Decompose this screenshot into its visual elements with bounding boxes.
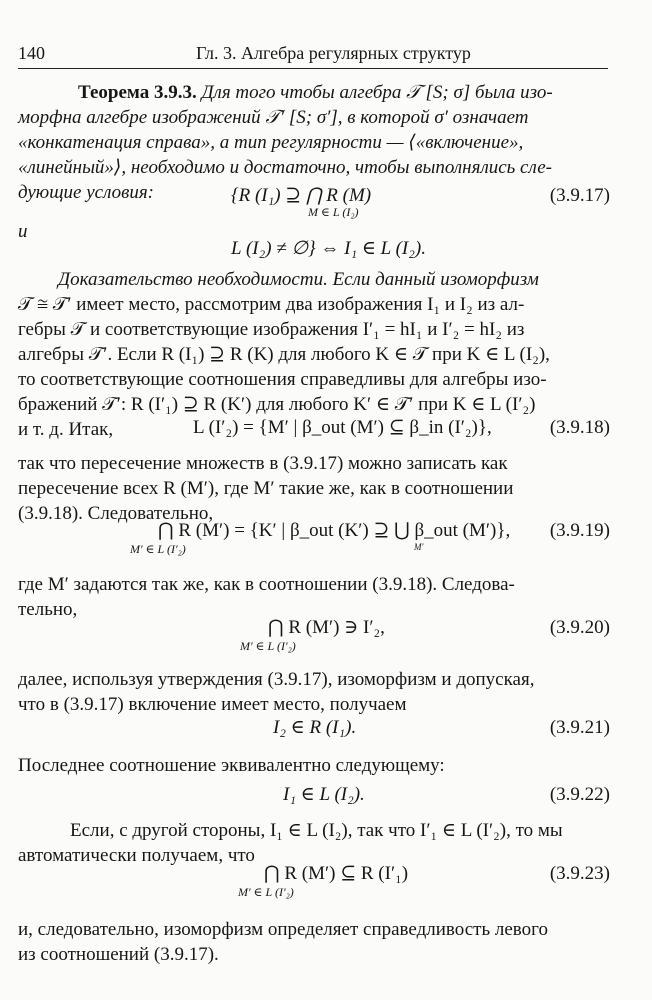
proof-line-5: то соответствующие соотношения справедливы для алгебры изо- (18, 369, 547, 390)
paragraph-line-1: так что пересечение множеств в (3.9.17) можно записать как (18, 453, 508, 474)
paragraph-line-1: далее, используя утверждения (3.9.17), изоморфизм и допуская, (18, 669, 535, 690)
proof-line-7: и т. д. Итак, (18, 419, 114, 440)
equation-number: (3.9.21) (549, 717, 610, 738)
equation-formula: L (I′₂) = {M′ | β_out (M′) ⊆ β_in (I′₂)}, (193, 417, 492, 438)
equation-subscript: M ∈ L (I₂) (308, 205, 359, 219)
theorem-line-1: Для того чтобы алгебра 𝒯 [S; σ] была изо- (201, 82, 553, 103)
running-header (18, 42, 608, 69)
equation-subscript: M′ ∈ L (I′₂) (130, 542, 186, 556)
equation-number: (3.9.23) (549, 863, 610, 884)
theorem-label: Теорема 3.9.3. (78, 82, 197, 103)
equation-subscript: M′ ∈ L (I′₂) (238, 885, 294, 899)
equation-subscript: M′ ∈ L (I′₂) (240, 639, 296, 653)
paragraph-last-relation (18, 753, 610, 778)
proof-line-2: 𝒯 ≅ 𝒯′ имеет место, рассмотрим два изображения I₁ и I₂ из ал- (18, 294, 525, 315)
proof-line-4: алгебры 𝒯′. Если R (I₁) ⊇ R (K) для любого K ∈ 𝒯 при K ∈ L (I₂), (18, 344, 550, 365)
proof-line-1: Доказательство необходимости. Если данный изоморфизм (58, 269, 539, 290)
running-title: Гл. 3. Алгебра регулярных структур (196, 43, 471, 63)
theorem-line-5: дующие условия: (18, 182, 155, 203)
proof-line-3: гебры 𝒯 и соответствующие изображения I′₁ = hI₁ и I′₂ = hI₂ из (18, 319, 525, 340)
paragraph-line-3: (3.9.18). Следовательно, (18, 503, 214, 524)
equation-3-9-18 (18, 415, 610, 443)
equation-formula: ⋂ R (M′) ∋ I′₂, (268, 617, 385, 638)
equation-3-9-17-second (18, 236, 610, 264)
page-number: 140 (18, 43, 45, 63)
paragraph-line-1: Последнее соотношение эквивалентно следующему: (18, 755, 445, 776)
theorem-line-3: «конкатенация справа», а тип регулярности — ⟨«включение», (18, 132, 524, 153)
connector-and: и (18, 221, 28, 242)
equation-formula: {R (I₁) ⊇ ⋂ R (M) (231, 185, 372, 206)
equation-3-9-20 (18, 615, 610, 659)
equation-formula: I₁ ∈ L (I₂). (283, 784, 365, 805)
equation-formula: L (I₂) ≠ ∅} ⇔ I₁ ∈ L (I₂). (231, 238, 426, 259)
paragraph-intersection (18, 451, 610, 526)
proof-line-6: бражений 𝒯′: R (I′₁) ⊇ R (K′) для любого K′ ∈ 𝒯′ при K ∈ L (I′₂) (18, 394, 536, 415)
equation-subscript-union: M′ (414, 542, 424, 552)
equation-number: (3.9.22) (549, 784, 610, 805)
paragraph-line-1: и, следовательно, изоморфизм определяет справедливость левого (18, 919, 548, 940)
paragraph-line-1: Если, с другой стороны, I₁ ∈ L (I₂), так что I′₁ ∈ L (I′₂), то мы (70, 820, 563, 841)
paragraph-line-2: тельно, (18, 599, 78, 620)
paragraph-conclusion (18, 917, 610, 967)
equation-3-9-19 (18, 518, 610, 562)
theorem-line-2: морфна алгебре изображений 𝒯′ [S; σ′], в которой σ′ означает (18, 107, 529, 128)
equation-3-9-22 (18, 782, 610, 810)
theorem-line-4: «линейный»⟩, необходимо и достаточно, чтобы выполнялись сле- (18, 157, 553, 178)
paragraph-line-2: автоматически получаем, что (18, 845, 255, 866)
equation-3-9-23 (18, 861, 610, 905)
equation-formula: ⋂ R (M′) = {K′ | β_out (K′) ⊇ ⋃ β_out (M′)}, (158, 520, 511, 541)
equation-formula: I₂ ∈ R (I₁). (273, 717, 357, 738)
equation-number: (3.9.17) (549, 185, 610, 206)
equation-3-9-17 (18, 183, 610, 219)
equation-3-9-21 (18, 715, 610, 743)
paragraph-line-2: что в (3.9.17) включение имеет место, получаем (18, 694, 407, 715)
paragraph-line-1: где M′ задаются так же, как в соотношении (3.9.18). Следова- (18, 574, 515, 595)
paragraph-line-2: из соотношений (3.9.17). (18, 944, 219, 965)
equation-number: (3.9.19) (549, 520, 610, 541)
equation-number: (3.9.20) (549, 617, 610, 638)
equation-number: (3.9.18) (549, 417, 610, 438)
equation-formula: ⋂ R (M′) ⊆ R (I′₁) (264, 863, 409, 884)
paragraph-further (18, 667, 610, 717)
paragraph-line-2: пересечение всех R (M′), где M′ такие же, как в соотношении (18, 478, 514, 499)
